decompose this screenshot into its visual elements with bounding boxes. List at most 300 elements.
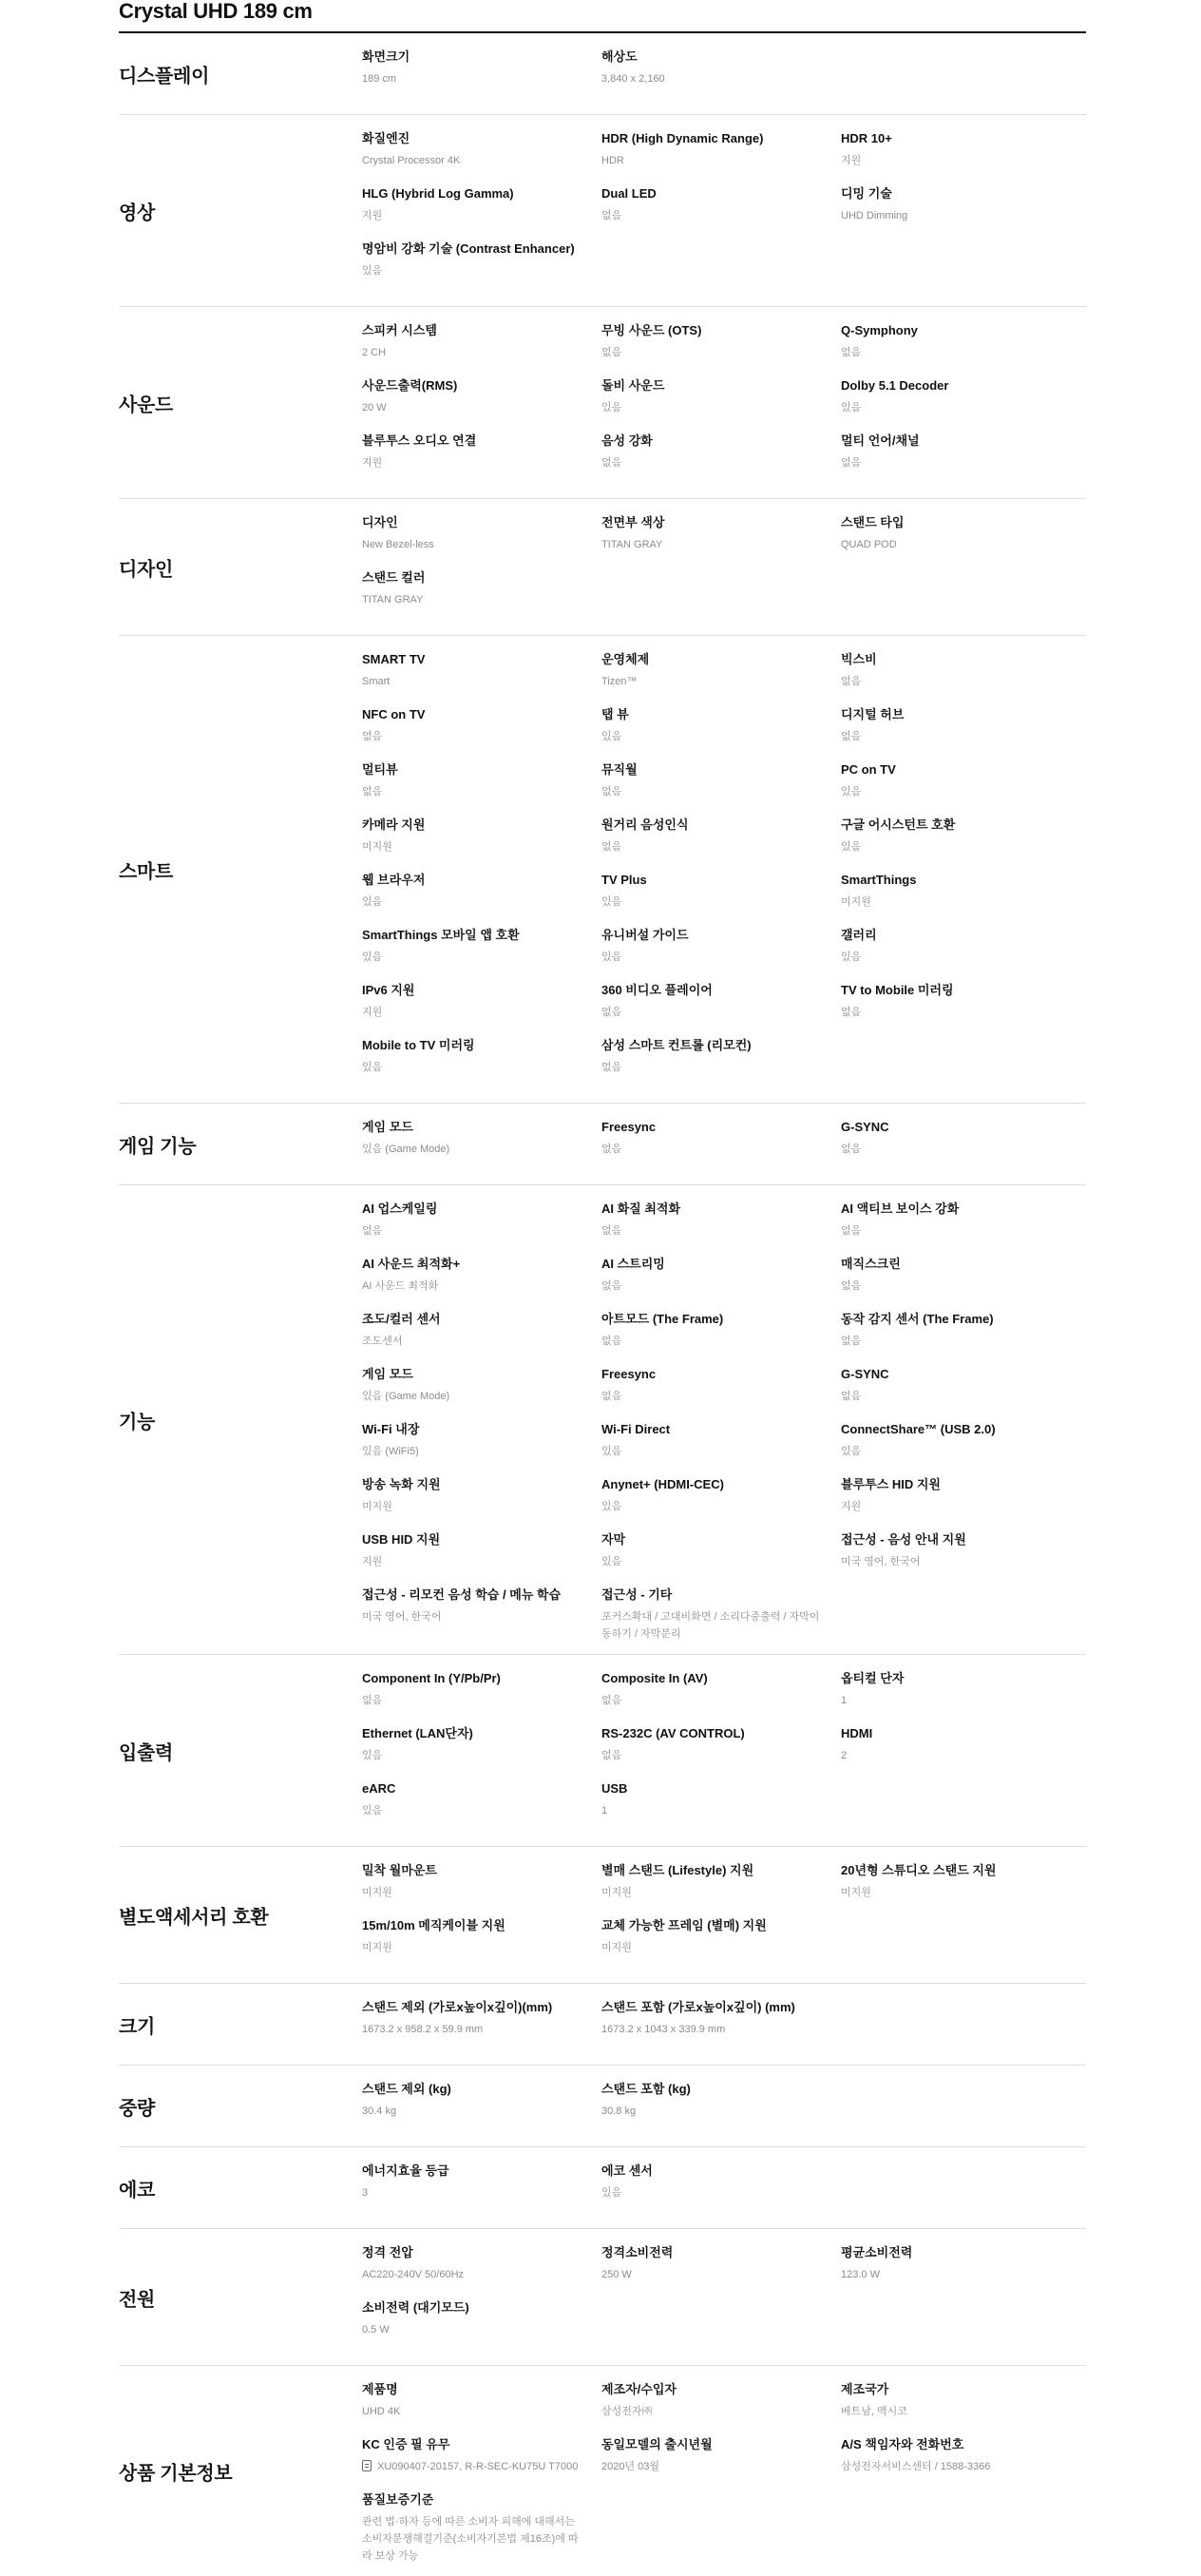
spec-item <box>362 981 601 1036</box>
spec-label: 스탠드 컬러 <box>362 570 426 585</box>
spec-value: 있음 <box>601 896 622 908</box>
spec-label: 음성 강화 <box>601 433 653 448</box>
spec-value: 없음 <box>601 1144 622 1155</box>
section-title: 게임 기능 <box>119 1136 197 1157</box>
spec-item <box>601 1724 841 1779</box>
spec-value: 있음 <box>601 2187 622 2199</box>
spec-item <box>841 184 1080 240</box>
spec-value: 없음 <box>601 786 622 798</box>
section-title: 중량 <box>119 2098 156 2119</box>
spec-item <box>601 705 841 760</box>
spec-value: HDR <box>601 155 624 166</box>
spec-label: G-SYNC <box>841 1367 889 1381</box>
spec-label: PC on TV <box>841 762 896 777</box>
spec-item <box>601 2080 841 2135</box>
spec-value: 있음 <box>841 786 862 798</box>
spec-value: 미지원 <box>841 896 871 908</box>
spec-label: 돌비 사운드 <box>601 378 665 393</box>
spec-label: 운영체제 <box>601 652 650 666</box>
spec-section <box>119 636 1086 1104</box>
spec-item <box>841 650 1080 705</box>
spec-value: 없음 <box>601 1695 622 1706</box>
spec-grid <box>362 513 1086 624</box>
spec-label: 자막 <box>601 1532 626 1547</box>
spec-item <box>601 926 841 981</box>
spec-value: 있음 <box>601 1446 622 1457</box>
spec-item <box>601 2380 841 2435</box>
spec-value: 없음 <box>362 1695 383 1706</box>
spec-item <box>362 1669 601 1724</box>
spec-value: 미지원 <box>841 1887 871 1898</box>
spec-value: 있음 (Game Mode) <box>362 1391 450 1402</box>
spec-section <box>119 2229 1086 2366</box>
spec-label: 디지털 허브 <box>841 707 905 721</box>
spec-item <box>601 1861 841 1916</box>
spec-value: 1673.2 x 1043 x 339.9 mm <box>601 2024 726 2035</box>
spec-item <box>601 1916 841 1971</box>
spec-item <box>362 568 601 624</box>
spec-label: AI 화질 최적화 <box>601 1201 681 1216</box>
spec-value: 없음 <box>601 347 622 358</box>
spec-label: 밀착 월마운트 <box>362 1863 437 1877</box>
spec-label: 아트모드 (The Frame) <box>601 1312 724 1326</box>
spec-label: USB HID 지원 <box>362 1532 441 1547</box>
spec-label: 디밍 기술 <box>841 186 892 201</box>
spec-item <box>601 2243 841 2298</box>
spec-item <box>362 2380 601 2435</box>
spec-sections <box>119 33 1086 2576</box>
spec-label: 15m/10m 메직케이블 지원 <box>362 1918 505 1932</box>
spec-label: 스탠드 제외 (kg) <box>362 2082 451 2096</box>
spec-item <box>601 2435 841 2490</box>
spec-value: 미지원 <box>601 1887 632 1898</box>
spec-label: 원거리 음성인식 <box>601 817 689 832</box>
spec-grid <box>362 129 1086 295</box>
spec-label: 옵티컬 단자 <box>841 1671 905 1685</box>
spec-label: 블루투스 HID 지원 <box>841 1477 941 1491</box>
spec-value: 123.0 W <box>841 2269 880 2280</box>
spec-item <box>362 2080 601 2135</box>
spec-value: 없음 <box>841 1391 862 1402</box>
spec-label: TV to Mobile 미러링 <box>841 983 954 997</box>
spec-value: 189 cm <box>362 73 397 85</box>
spec-label: Wi-Fi Direct <box>601 1422 671 1436</box>
spec-item <box>362 432 601 487</box>
spec-item <box>362 760 601 816</box>
spec-value: 있음 <box>362 1062 383 1073</box>
spec-item <box>841 1420 1080 1475</box>
spec-label: AI 사운드 최적화+ <box>362 1257 461 1271</box>
spec-grid <box>362 2162 1086 2217</box>
spec-item <box>601 650 841 705</box>
spec-value: 미지원 <box>601 1942 632 1953</box>
spec-item <box>601 513 841 568</box>
spec-item <box>601 376 841 432</box>
spec-item <box>601 1779 841 1835</box>
section-title: 크기 <box>119 2016 156 2037</box>
spec-item <box>841 1861 1080 1916</box>
spec-value-text: XU090407-20157, R-R-SEC-KU75U T7000 <box>377 2461 579 2472</box>
spec-item <box>601 2162 841 2217</box>
spec-label: NFC on TV <box>362 707 426 721</box>
spec-value: 삼성전자㈜ <box>601 2406 653 2417</box>
spec-label: KC 인증 필 유무 <box>362 2437 450 2451</box>
spec-value: 1 <box>601 1805 608 1817</box>
spec-label: Freesync <box>601 1120 657 1134</box>
spec-item <box>362 2162 601 2217</box>
spec-label: 카메라 지원 <box>362 817 426 832</box>
spec-value: 없음 <box>601 1391 622 1402</box>
spec-label: 동작 감지 센서 (The Frame) <box>841 1312 994 1326</box>
spec-value: 없음 <box>841 1336 862 1347</box>
spec-value: 없음 <box>362 1225 383 1237</box>
spec-item <box>362 376 601 432</box>
spec-item <box>841 981 1080 1036</box>
spec-item <box>841 376 1080 432</box>
spec-value: 없음 <box>601 1750 622 1761</box>
section-title: 상품 기본정보 <box>119 2463 233 2484</box>
spec-grid <box>362 1118 1086 1173</box>
spec-grid <box>362 2380 1086 2565</box>
spec-value: 없음 <box>841 1225 862 1237</box>
spec-item <box>601 1586 841 1643</box>
spec-value: Crystal Processor 4K <box>362 155 461 166</box>
spec-item <box>601 1530 841 1586</box>
section-title: 디자인 <box>119 559 174 580</box>
spec-item <box>362 871 601 926</box>
spec-value: 없음 <box>841 676 862 687</box>
spec-grid <box>362 650 1086 1091</box>
spec-label: 전면부 색상 <box>601 515 665 529</box>
spec-value: 없음 <box>601 1062 622 1073</box>
spec-item <box>362 2298 601 2354</box>
spec-item <box>601 981 841 1036</box>
spec-item <box>362 184 601 240</box>
kc-certificate-icon <box>362 2460 372 2471</box>
spec-value: 있음 <box>841 402 862 413</box>
spec-label: USB <box>601 1781 628 1796</box>
spec-item <box>841 432 1080 487</box>
spec-value: 1673.2 x 958.2 x 59.9 mm <box>362 2024 484 2035</box>
spec-section <box>119 1104 1086 1185</box>
spec-value: 없음 <box>601 210 622 221</box>
spec-value: 없음 <box>601 457 622 469</box>
spec-label: 스피커 시스템 <box>362 323 437 337</box>
spec-item <box>362 1475 601 1530</box>
spec-label: SmartThings <box>841 873 917 887</box>
spec-label: AI 업스케일링 <box>362 1201 438 1216</box>
section-title: 기능 <box>119 1412 156 1432</box>
spec-item <box>841 2380 1080 2435</box>
spec-value: 미지원 <box>362 841 392 853</box>
spec-item <box>362 2435 601 2490</box>
spec-grid <box>362 2080 1086 2135</box>
spec-item <box>601 1669 841 1724</box>
spec-item <box>362 513 601 568</box>
spec-grid <box>362 1998 1086 2053</box>
spec-value: 지원 <box>362 1556 383 1567</box>
spec-value: Smart <box>362 676 391 687</box>
spec-label: TV Plus <box>601 873 647 887</box>
page-title: Crystal UHD 189 cm <box>119 0 1086 33</box>
section-title: 별도액세서리 호환 <box>119 1907 269 1928</box>
spec-label: Wi-Fi 내장 <box>362 1422 420 1436</box>
spec-value: 미국 영어, 한국어 <box>362 1611 442 1623</box>
spec-label: Dual LED <box>601 186 657 201</box>
spec-label: 구글 어시스턴트 호환 <box>841 817 956 832</box>
spec-label: HLG (Hybrid Log Gamma) <box>362 186 514 201</box>
spec-value: 있음 <box>841 841 862 853</box>
spec-item <box>362 1779 601 1835</box>
spec-label: 스탠드 포함 (가로x높이x깊이) (mm) <box>601 2000 795 2014</box>
spec-value: 없음 <box>841 457 862 469</box>
spec-item <box>841 321 1080 376</box>
spec-label: 웹 브라우저 <box>362 873 426 887</box>
spec-value: 포커스확대 / 고대비화면 / 소리다중출력 / 자막이동하기 / 자막분리 <box>601 1611 820 1640</box>
spec-value: 30.4 kg <box>362 2105 397 2117</box>
spec-value: 미지원 <box>362 1501 392 1512</box>
spec-value: 있음 <box>362 265 383 277</box>
spec-section <box>119 1185 1086 1655</box>
spec-item <box>362 705 601 760</box>
spec-item <box>362 1724 601 1779</box>
spec-value: 없음 <box>601 1225 622 1237</box>
spec-value: 지원 <box>841 1501 862 1512</box>
spec-value: 미지원 <box>362 1887 392 1898</box>
spec-label: 명암비 강화 기술 (Contrast Enhancer) <box>362 241 575 256</box>
spec-label: 삼성 스마트 컨트롤 (리모컨) <box>601 1038 752 1052</box>
spec-item <box>362 1586 601 1643</box>
spec-item <box>601 871 841 926</box>
spec-item <box>841 2243 1080 2298</box>
spec-label: 에코 센서 <box>601 2163 653 2178</box>
spec-label: 스탠드 제외 (가로x높이x깊이)(mm) <box>362 2000 553 2014</box>
spec-label: 화질엔진 <box>362 131 410 145</box>
spec-item <box>601 1365 841 1420</box>
spec-item <box>601 1036 841 1091</box>
spec-label: Q-Symphony <box>841 323 918 337</box>
spec-value: 없음 <box>362 786 383 798</box>
spec-item <box>601 760 841 816</box>
section-title: 전원 <box>119 2289 156 2310</box>
spec-label: 블루투스 오디오 연결 <box>362 433 477 448</box>
spec-label: SmartThings 모바일 앱 호환 <box>362 928 520 942</box>
spec-item <box>362 240 601 295</box>
spec-item <box>841 513 1080 568</box>
spec-value: 지원 <box>362 1007 383 1018</box>
spec-value: 있음 <box>362 896 383 908</box>
spec-value: QUAD POD <box>841 539 897 550</box>
spec-value: TITAN GRAY <box>601 539 663 550</box>
spec-label: 화면크기 <box>362 49 410 64</box>
spec-value: New Bezel-less <box>362 539 434 550</box>
spec-grid <box>362 2243 1086 2354</box>
spec-value: 있음 <box>362 1805 383 1817</box>
spec-value: 3 <box>362 2187 369 2199</box>
spec-label: Composite In (AV) <box>601 1671 708 1685</box>
spec-item <box>362 1255 601 1310</box>
spec-value <box>362 2458 601 2475</box>
spec-label: 정격 전압 <box>362 2245 413 2259</box>
spec-label: 접근성 - 음성 안내 지원 <box>841 1532 966 1547</box>
spec-label: 제조국가 <box>841 2382 889 2396</box>
spec-value: 있음 <box>601 1501 622 1512</box>
spec-value: 있음 <box>841 1446 862 1457</box>
spec-label: HDMI <box>841 1726 873 1740</box>
spec-item <box>841 871 1080 926</box>
spec-value: 있음 <box>601 952 622 963</box>
spec-grid <box>362 1669 1086 1835</box>
spec-label: IPv6 지원 <box>362 983 415 997</box>
spec-item <box>841 760 1080 816</box>
spec-label: 제조자/수입자 <box>601 2382 677 2396</box>
spec-item <box>601 1475 841 1530</box>
spec-label: Freesync <box>601 1367 657 1381</box>
spec-value: 없음 <box>601 1336 622 1347</box>
section-title: 입출력 <box>119 1742 174 1763</box>
spec-label: 해상도 <box>601 49 638 64</box>
spec-label: 유니버설 가이드 <box>601 928 689 942</box>
spec-label: 빅스비 <box>841 652 877 666</box>
spec-item <box>601 1420 841 1475</box>
spec-section <box>119 1847 1086 1984</box>
spec-value: 있음 <box>362 952 383 963</box>
spec-label: Ethernet (LAN단자) <box>362 1726 473 1740</box>
spec-label: 접근성 - 기타 <box>601 1587 673 1602</box>
spec-item <box>362 1200 601 1255</box>
spec-label: 사운드출력(RMS) <box>362 378 458 393</box>
spec-label: 멀티 언어/채널 <box>841 433 920 448</box>
spec-label: 360 비디오 플레이어 <box>601 983 713 997</box>
spec-grid <box>362 321 1086 487</box>
spec-section <box>119 1655 1086 1847</box>
spec-item <box>601 184 841 240</box>
spec-label: 매직스크린 <box>841 1257 901 1271</box>
spec-item <box>362 1861 601 1916</box>
spec-container <box>119 0 1086 2576</box>
spec-label: 게임 모드 <box>362 1120 413 1134</box>
spec-item <box>841 1475 1080 1530</box>
spec-item <box>362 2243 601 2298</box>
spec-item <box>841 1310 1080 1365</box>
spec-value: 3,840 x 2,160 <box>601 73 665 85</box>
spec-item <box>362 129 601 184</box>
spec-value: 지원 <box>841 155 862 166</box>
spec-value: 관련 법·하자 등에 따른 소비자 피해에 대해서는 소비자분쟁해결기준(소비자기본법 제16조)에 따라 보상 가능 <box>362 2516 579 2562</box>
spec-label: 조도/컬러 센서 <box>362 1312 441 1326</box>
spec-label: 정격소비전력 <box>601 2245 674 2259</box>
spec-item <box>362 816 601 871</box>
spec-item <box>601 816 841 871</box>
spec-value: 있음 (Game Mode) <box>362 1144 450 1155</box>
spec-label: 소비전력 (대기모드) <box>362 2300 469 2315</box>
spec-value: 없음 <box>841 1144 862 1155</box>
spec-item <box>841 1724 1080 1779</box>
spec-grid <box>362 1200 1086 1643</box>
spec-label: 멀티뷰 <box>362 762 398 777</box>
spec-item <box>362 1036 601 1091</box>
spec-item <box>601 1310 841 1365</box>
spec-item <box>601 1255 841 1310</box>
spec-item <box>841 1200 1080 1255</box>
spec-value: UHD Dimming <box>841 210 908 221</box>
spec-value: 없음 <box>601 1280 622 1292</box>
spec-item <box>841 1255 1080 1310</box>
spec-value: 있음 <box>601 731 622 742</box>
spec-value: 지원 <box>362 457 383 469</box>
spec-item <box>841 705 1080 760</box>
spec-value: 있음 <box>601 402 622 413</box>
spec-grid <box>362 48 1086 103</box>
spec-label: eARC <box>362 1781 396 1796</box>
spec-label: HDR 10+ <box>841 131 892 145</box>
spec-value: 2020년 03월 <box>601 2461 660 2472</box>
spec-label: 별매 스탠드 (Lifestyle) 지원 <box>601 1863 754 1877</box>
spec-item <box>362 650 601 705</box>
spec-label: 방송 녹화 지원 <box>362 1477 441 1491</box>
spec-item <box>841 926 1080 981</box>
spec-label: Mobile to TV 미러링 <box>362 1038 475 1052</box>
spec-label: 스탠드 타입 <box>841 515 905 529</box>
spec-label: 스탠드 포함 (kg) <box>601 2082 691 2096</box>
spec-value: 30.8 kg <box>601 2105 637 2117</box>
spec-label: 디자인 <box>362 515 398 529</box>
spec-value: 지원 <box>362 210 383 221</box>
spec-section <box>119 2147 1086 2229</box>
spec-item <box>601 321 841 376</box>
spec-item <box>841 816 1080 871</box>
section-title: 에코 <box>119 2180 156 2201</box>
spec-value: 20 W <box>362 402 387 413</box>
spec-value: AC220-240V 50/60Hz <box>362 2269 465 2280</box>
spec-label: 평균소비전력 <box>841 2245 913 2259</box>
spec-value: 있음 <box>362 1750 383 1761</box>
spec-value: 없음 <box>601 1007 622 1018</box>
spec-item <box>601 432 841 487</box>
spec-item <box>362 2490 601 2565</box>
spec-value: UHD 4K <box>362 2406 401 2417</box>
spec-item <box>362 1365 601 1420</box>
spec-label: 동일모델의 출시년월 <box>601 2437 713 2451</box>
spec-value: Tizen™ <box>601 676 638 687</box>
spec-label: A/S 책임자와 전화번호 <box>841 2437 964 2451</box>
spec-label: 게임 모드 <box>362 1367 413 1381</box>
spec-item <box>841 2435 1080 2490</box>
spec-value: 삼성전자서비스센터 / 1588-3366 <box>841 2461 991 2472</box>
spec-label: HDR (High Dynamic Range) <box>601 131 764 145</box>
spec-label: SMART TV <box>362 652 426 666</box>
spec-value: 없음 <box>601 841 622 853</box>
spec-section <box>119 2366 1086 2576</box>
spec-item <box>601 48 841 103</box>
spec-item <box>362 321 601 376</box>
spec-label: 교체 가능한 프레임 (별매) 지원 <box>601 1918 767 1932</box>
spec-value: 0.5 W <box>362 2324 390 2336</box>
section-title: 영상 <box>119 202 156 223</box>
spec-item <box>841 129 1080 184</box>
spec-item <box>362 1998 601 2053</box>
spec-value: 없음 <box>362 731 383 742</box>
spec-value: 미지원 <box>362 1942 392 1953</box>
spec-value: 있음 <box>841 952 862 963</box>
spec-item <box>841 1365 1080 1420</box>
spec-label: RS-232C (AV CONTROL) <box>601 1726 745 1740</box>
spec-value: 없음 <box>841 347 862 358</box>
spec-item <box>841 1669 1080 1724</box>
spec-label: 품질보증기준 <box>362 2492 434 2507</box>
spec-value: 없음 <box>841 731 862 742</box>
spec-item <box>362 1118 601 1173</box>
